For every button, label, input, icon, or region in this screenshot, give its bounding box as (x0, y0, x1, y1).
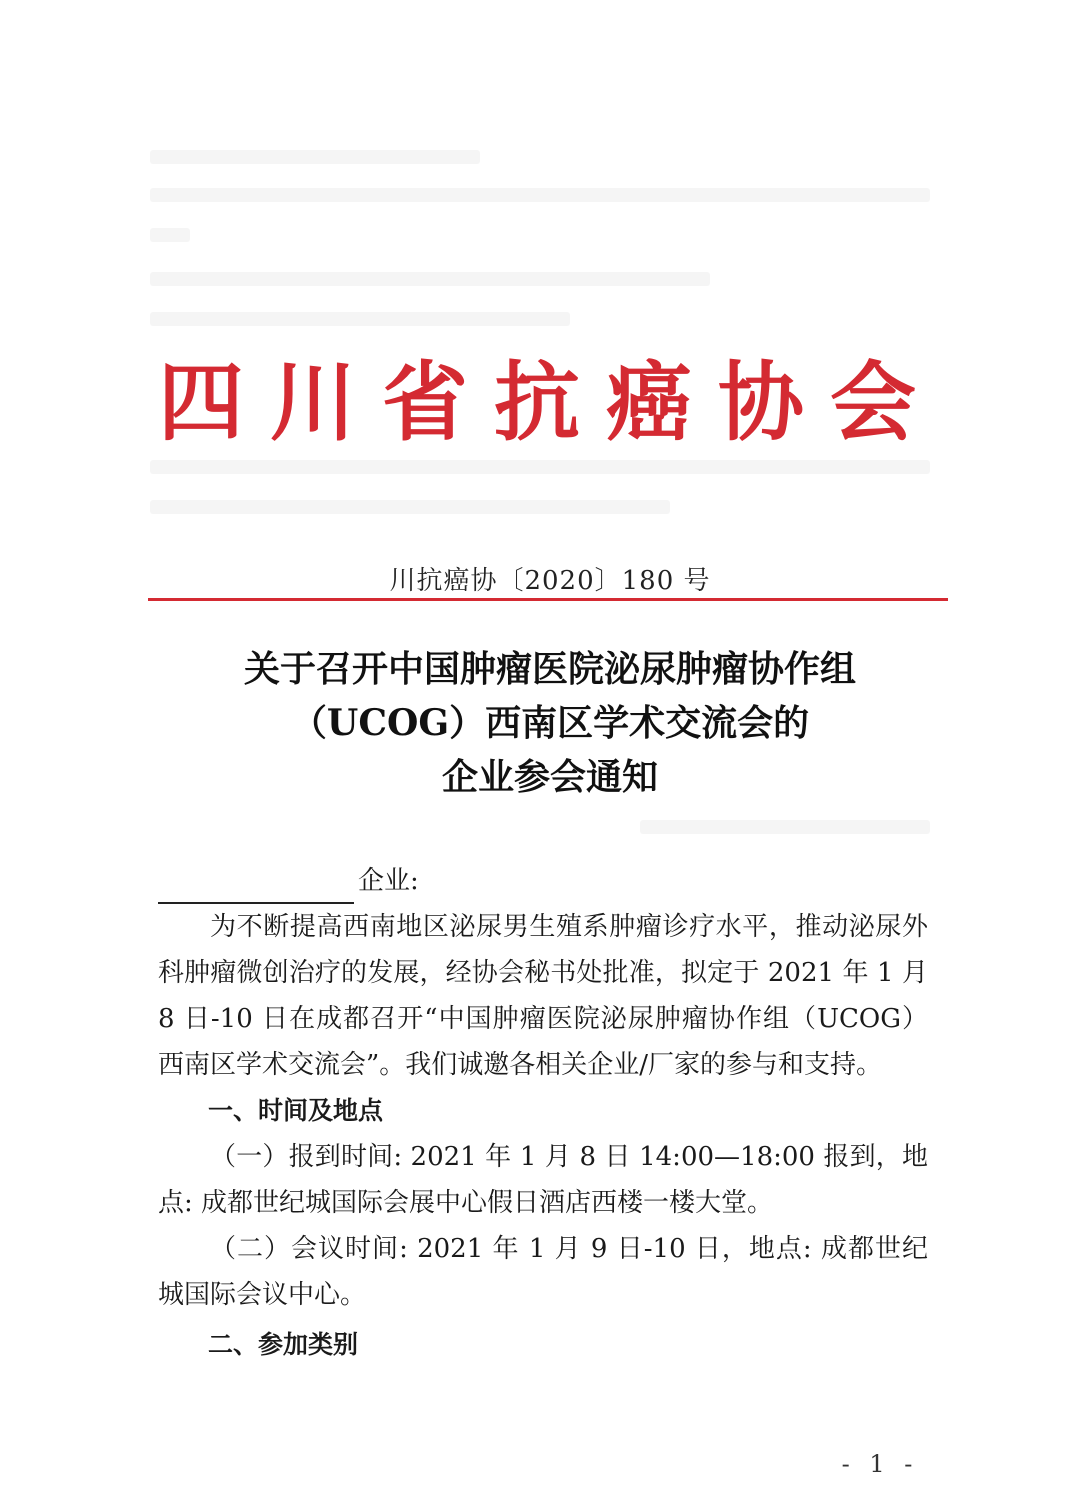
document-number: 川抗癌协〔2020〕180 号 (389, 566, 711, 596)
title-line-1: 关于召开中国肿瘤医院泌尿肿瘤协作组 (243, 648, 856, 690)
section-heading-time-location: 一、时间及地点 (208, 1096, 384, 1125)
notice-title (150, 642, 950, 804)
meeting-item: （二）会议时间: 2021 年 1 月 9 日-10 日，地点: 成都世纪城国际会议中心。 (158, 1234, 928, 1310)
salutation-suffix: 企业: (358, 866, 419, 896)
title-line-3: 企业参会通知 (441, 756, 658, 798)
bleed-through (150, 500, 670, 514)
salutation (158, 858, 928, 904)
notice-body (158, 858, 928, 1368)
page-number: - 1 - (841, 1450, 919, 1478)
bleed-through (150, 312, 570, 326)
bleed-through (150, 460, 930, 474)
bleed-through (150, 272, 710, 286)
title-line-2: （UCOG）西南区学术交流会的 (290, 702, 810, 744)
intro-paragraph: 为不断提高西南地区泌尿男生殖系肿瘤诊疗水平，推动泌尿外科肿瘤微创治疗的发展，经协会秘书处批准，拟定于 2021 年 1 月 8 日-10 日在成都召开“中国肿瘤医院泌尿肿瘤协作组（UCOG）西南区学术交流会”。我们诚邀各相关企业/厂家的参与和支持。 (158, 912, 928, 1080)
bleed-through (150, 188, 930, 202)
bleed-through (150, 150, 480, 164)
red-divider-line (148, 598, 948, 601)
registration-item: （一）报到时间: 2021 年 1 月 8 日 14:00—18:00 报到，地点: 成都世纪城国际会展中心假日酒店西楼一楼大堂。 (158, 1142, 928, 1218)
section-heading-participation: 二、参加类别 (208, 1330, 359, 1359)
organization-masthead: 四川省抗癌协会 (158, 353, 942, 453)
company-name-blank (158, 872, 354, 904)
bleed-through (150, 228, 190, 242)
bleed-through (640, 820, 930, 834)
